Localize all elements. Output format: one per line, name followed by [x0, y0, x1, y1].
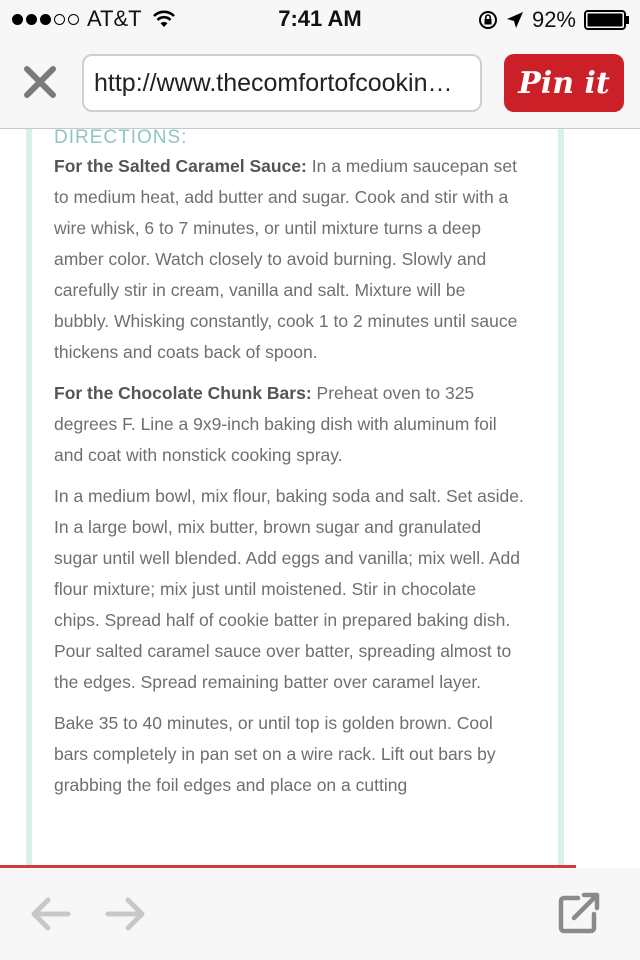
page-content[interactable]	[0, 129, 640, 866]
status-bar	[0, 0, 640, 40]
direction-text: In a medium saucepan set to medium heat, add butter and sugar. Cook and stir with a wire whisk, 6 to 7 minutes, or until mixture turns a deep amber color. Watch closely to avoid burning. Slowly and carefully stir in cream, vanilla and salt. Mixture will be bubbly. Whisking constantly, cook 1 to 2 minutes until sauce thickens and coats back of spoon.	[54, 156, 518, 362]
battery-percent: 92%	[531, 7, 576, 32]
recipe-directions	[54, 129, 524, 811]
recipe-card	[26, 129, 564, 866]
forward-arrow-icon[interactable]	[104, 894, 148, 934]
direction-text: Bake 35 to 40 minutes, or until top is golden brown. Cool bars completely in pan set on a wire rack. Lift out bars by grabbing the foil edges and place on a cutting	[54, 713, 496, 795]
battery-icon	[584, 10, 630, 30]
direction-text: Preheat oven to 325 degrees F. Line a 9x9-inch baking dish with aluminum foil and coat with nonstick cooking spray.	[54, 383, 497, 465]
pin-it-button[interactable]: Pin it	[504, 54, 624, 112]
direction-paragraph	[54, 151, 524, 368]
direction-label: For the Chocolate Chunk Bars:	[54, 383, 312, 403]
status-bar-right	[478, 7, 630, 33]
direction-text: In a medium bowl, mix flour, baking soda and salt. Set aside. In a large bowl, mix butter, brown sugar and granulated sugar until well blended. Add eggs and vanilla; mix well. Add flour mixture; mix just until moistened. Stir in chocolate chips. Spread half of cookie batter in prepared baking dish. Pour salted caramel sauce over batter, spreading almost to the edges. Spread remaining batter over caramel layer.	[54, 486, 524, 692]
status-time: 7:41 AM	[278, 6, 362, 31]
direction-label: For the Salted Caramel Sauce:	[54, 156, 307, 176]
rotation-lock-icon	[478, 10, 498, 30]
direction-paragraph	[54, 378, 524, 471]
url-text: http://www.thecomfortofcookin…	[94, 68, 453, 97]
carrier-name: AT&T	[87, 6, 142, 31]
location-arrow-icon	[506, 11, 524, 29]
share-icon[interactable]	[556, 890, 602, 936]
browser-toolbar	[0, 40, 640, 129]
directions-heading: DIRECTIONS:	[54, 129, 188, 148]
direction-paragraph	[54, 708, 524, 801]
back-arrow-icon[interactable]	[28, 894, 72, 934]
close-icon[interactable]	[22, 64, 58, 100]
direction-paragraph	[54, 481, 524, 698]
address-bar[interactable]	[82, 54, 482, 112]
bottom-toolbar	[0, 868, 640, 960]
